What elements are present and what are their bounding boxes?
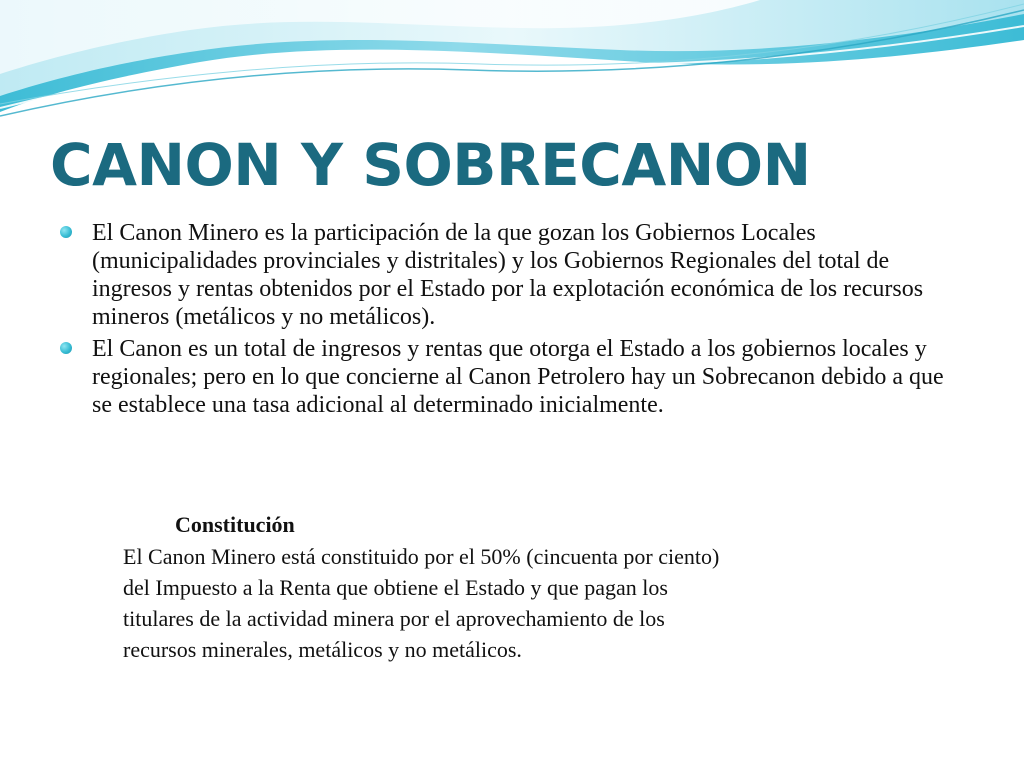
bullet-list (58, 219, 958, 423)
slide-title: CANON Y SOBRECANON (50, 131, 811, 199)
section-line: titulares de la actividad minera por el aprovechamiento de los (123, 606, 665, 631)
bullet-dot-icon (60, 342, 72, 354)
section-line: El Canon Minero está constituido por el 50% (cincuenta por ciento) (123, 544, 720, 569)
bullet-item (58, 219, 958, 331)
bullet-dot-icon (60, 226, 72, 238)
section-line: del Impuesto a la Renta que obtiene el Estado y que pagan los (123, 575, 668, 600)
bullet-text: El Canon Minero es la participación de la que gozan los Gobiernos Locales (municipalidades provinciales y distritales) y los Gobiernos Regionales del total de ingresos y rentas obtenidos por el Estado por la explotación económica de los recursos mineros (metálicos y no metálicos). (92, 220, 924, 330)
header-wave-decoration (0, 0, 1024, 130)
section-line: recursos minerales, metálicos y no metálicos. (123, 637, 522, 662)
section-heading: Constitución (175, 512, 295, 537)
bullet-text: El Canon es un total de ingresos y rentas que otorga el Estado a los gobiernos locales y regionales; pero en lo que concierne al Canon Petrolero hay un Sobrecanon debido a que se establece una tasa adicional al determinado inicialmente. (92, 336, 944, 418)
bullet-item (58, 335, 958, 419)
section-paragraph (123, 541, 719, 665)
